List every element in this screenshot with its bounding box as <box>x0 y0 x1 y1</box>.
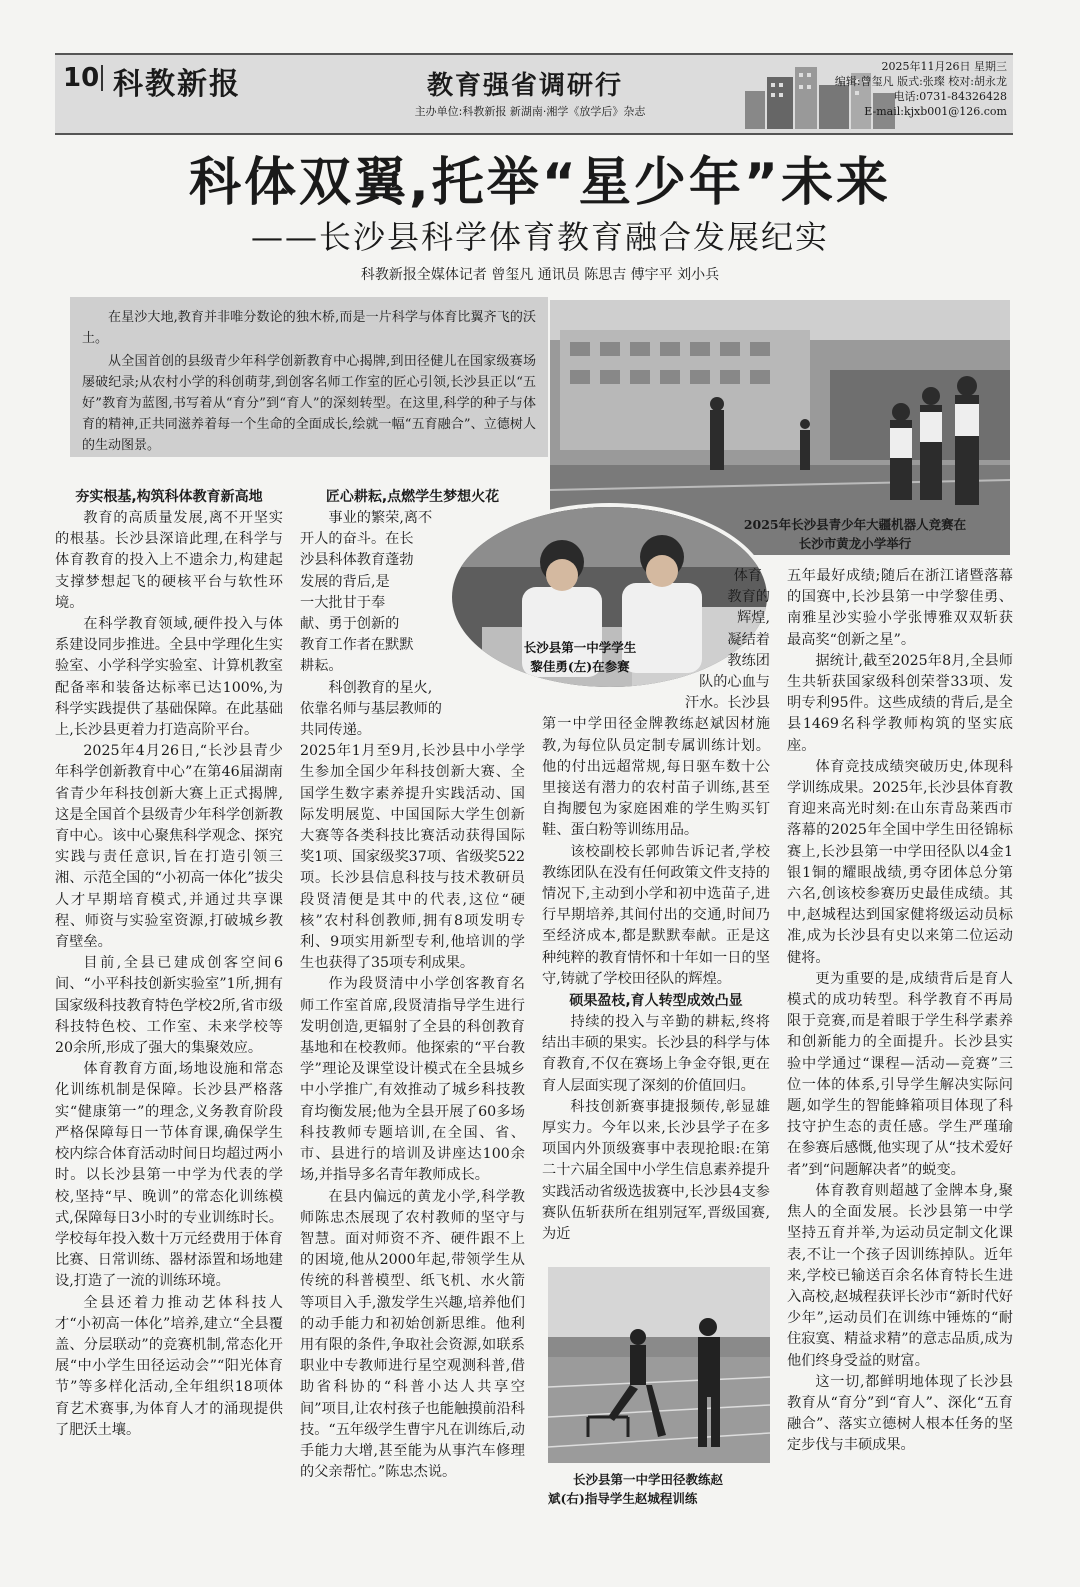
section-heading: 匠心耕耘,点燃学生梦想火花 <box>325 489 500 505</box>
column-1 <box>55 486 283 1441</box>
wrap-line: 发展的背后,是 <box>300 573 390 590</box>
wrap-line: 凝结着 <box>727 631 770 648</box>
paragraph: 体育竞技成绩突破历史,体现科学训练成果。2025年,长沙县体育教育迎来高光时刻:在山东青岛莱西市落幕的2025年全国中学生田径锦标赛上,长沙县第一中学田径队以4金1银1铜的耀眼战绩,勇夺团体总分第六名,创该校参赛历史最佳成绩。其中,赵城程达到国家健将级运动员标准,成为长沙县有史以来第二位运动健将。 <box>787 758 1013 966</box>
paragraph: 2025年1月至9月,长沙县中小学学生参加全国少年科技创新大赛、全国学生数字素养提升实践活动、国际发明展览、中国国际大学生创新大赛等各类科技比赛活动获得国际奖1项、国家级奖37项、省级奖522项。长沙县信息科技与技术教研员段贤清便是其中的代表,这位“硬核”农村科创教师,拥有8项发明专利、9项实用新型专利,他培训的学生也获得了35项专利成果。 <box>300 743 525 972</box>
column-4 <box>787 566 1013 1457</box>
wrap-line: 共同传递。 <box>300 722 371 739</box>
paragraph: 第一中学田径金牌教练赵斌因材施教,为每位队员定制专属训练计划。他的付出远超常规,每日驱车数十公里接送有潜力的农村苗子训练,甚至自掏腰包为家庭困难的学生购买钉鞋、蛋白粉等训练用品。 <box>542 716 770 839</box>
caption-line: 长沙县第一中学田径教练赵 <box>573 1472 724 1487</box>
paragraph: 全县还着力推动艺体科技人才“小初高一体化”培养,建立“全县覆盖、分层联动”的竞赛机制,常态化开展“中小学生田径运动会”“阳光体育节”等多样化活动,全年组织18项体育艺术赛事,为体育人才的涌现提供了肥沃土壤。 <box>55 1294 283 1438</box>
wrap-line: 教练团 <box>727 652 770 669</box>
masthead <box>55 53 1013 135</box>
wrap-line: 耕耘。 <box>300 658 343 675</box>
paragraph: 2025年4月26日,“长沙县青少年科学创新教育中心”在第46届湖南省青少年科技创新大赛上正式揭牌,这是全国首个县级青少年科学创新教育中心。该中心聚焦科学观念、探究实践与责任意识,旨在打造引领三湘、示范全国的“小初高一体化”拔尖人才早期培育模式,并通过共享课程、师资与实验室资源,打破城乡教育壁垒。 <box>55 743 283 951</box>
caption-line: 长沙市黄龙小学举行 <box>798 536 912 551</box>
paragraph: 这一切,都鲜明地体现了长沙县教育从“育分”到“育人”、深化“五育融合”、落实立德树人根本任务的坚定步伐与丰硕成果。 <box>787 1373 1013 1454</box>
caption-line: 2025年长沙县青少年大疆机器人竞赛在 <box>743 517 967 532</box>
wrap-line: 事业的繁荣,离不 <box>328 510 433 526</box>
paragraph: 体育教育则超越了金牌本身,聚焦人的全面发展。长沙县第一中学坚持五育并举,为运动员定制文化课表,不让一个孩子因训练掉队。近年来,学校已输送百余名体育特长生进入高校,赵城程获评长沙市“新时代好少年”,运动员们在训练中锤炼的“耐住寂寞、精益求精”的意志品质,成为他们终身受益的财富。 <box>787 1182 1013 1369</box>
paragraph: 教育的高质量发展,离不开坚实的根基。长沙县深谙此理,在科学与体育教育的投入上不遗余力,构建起支撑梦想起飞的硬核平台与软性环境。 <box>55 510 283 611</box>
wrap-line: 献、勇于创新的 <box>300 616 400 633</box>
paragraph: 作为段贤清中小学创客教育名师工作室首席,段贤清指导学生进行发明创造,更辐射了全县的科创教育基地和在校教师。他探索的“平台教学”理论及课堂设计模式在全县城乡中小学推广,有效推动了城乡科技教育均衡发展;他为全县开展了60多场科技教师专题培训,在全国、省、市、县进行的培训及讲座达100余场,并指导多名青年教师成长。 <box>300 976 525 1184</box>
paragraph: 在县内偏远的黄龙小学,科学教师陈忠杰展现了农村教师的坚守与智慧。面对师资不齐、硬件跟不上的困境,他从2000年起,带领学生从传统的科普模型、纸飞机、水火箭等项目入手,激发学生兴趣,培养他们的动手能力和初始创新思维。他利用有限的条件,争取社会资源,如联系职业中专教师进行星空观测科普,借助省科协的“科普小达人共享空间”项目,让农村孩子也能触摸前沿科技。“五年级学生曹宇凡在训练后,动手能力大增,甚至能为从事汽车修理的父亲帮忙。”陈忠杰说。 <box>300 1188 525 1481</box>
wrap-line: 汗水。长沙县 <box>684 695 770 712</box>
header-divider <box>101 65 103 91</box>
phone: 电话:0731-84326428 <box>893 90 1007 103</box>
paragraph: 更为重要的是,成绩背后是育人模式的成功转型。科学教育不再局限于竞赛,而是着眼于学生科学素养和创新能力的全面提升。长沙县实验中学通过“课程—活动—竞赛”三位一体的体系,引导学生解决实际问题,如学生的智能蜂箱项目体现了科技守护生态的责任感。学生严瑾瑜在参赛后感慨,他实现了从“技术爱好者”到“问题解决者”的蜕变。 <box>787 970 1013 1178</box>
wrap-line: 教育工作者在默默 <box>300 637 414 654</box>
section-heading: 硕果盈枝,育人转型成效凸显 <box>569 993 743 1010</box>
page-number: 10 <box>63 63 100 93</box>
wrap-line: 开人的奋斗。在长 <box>300 531 414 548</box>
wrap-line: 科创教育的星火, <box>328 679 433 696</box>
caption-line: 长沙县第一中学学生 <box>523 640 637 655</box>
section-heading: 夯实根基,构筑科体教育新高地 <box>75 489 263 505</box>
lead-box <box>70 297 548 457</box>
paragraph: 在科学教育领域,硬件投入与体系建设同步推进。全县中学理化生实验室、小学科学实验室、计算机教室配备率和装备达标率已达100%,为科学实践提供了基础保障。在此基础上,长沙县更着力打造高阶平台。 <box>55 616 283 739</box>
paragraph: 五年最好成绩;随后在浙江诸暨落幕的国赛中,长沙县第一中学黎佳勇、南雅星沙实验小学张博雅双双斩获最高奖“创新之星”。 <box>787 568 1013 648</box>
caption-line: 黎佳勇(左)在参赛 <box>530 659 630 674</box>
photo-track-training <box>548 1267 770 1463</box>
issue-date: 2025年11月26日 星期三 <box>881 60 1007 73</box>
caption-line: 斌(右)指导学生赵城程训练 <box>548 1491 698 1506</box>
wrap-line: 一大批甘于奉 <box>300 594 386 611</box>
wrap-line: 沙县科体教育蓬勃 <box>300 552 414 569</box>
photo-track-scene <box>548 1267 770 1463</box>
paragraph: 该校副校长郭帅告诉记者,学校教练团队在没有任何政策文件支持的情况下,主动到小学和初中选苗子,进行早期培养,其间付出的交通,时间乃至经济成本,都是默默奉献。正是这种纯粹的教育情怀和十年如一日的坚守,铸就了学校田径队的辉煌。 <box>542 843 770 987</box>
column-3 <box>542 566 770 1245</box>
paragraph: 据统计,截至2025年8月,全县师生共斩获国家级科创荣誉33项、发明专利95件。这些成绩的背后,是全县1469名科学教师构筑的坚实底座。 <box>787 652 1013 754</box>
caption-track-training <box>548 1470 770 1508</box>
wrap-line: 教育的 <box>727 589 770 606</box>
wrap-line: 队的心血与 <box>699 674 770 691</box>
email: E-mail:kjxb001@126.com <box>864 105 1007 118</box>
sponsor-line: 主办单位:科教新报 新湖南·湘学《放学后》杂志 <box>414 105 646 118</box>
column-title: 教育强省调研行 <box>426 71 623 101</box>
wrap-line: 依靠名师与基层教师的 <box>300 700 442 717</box>
paragraph: 体育教育方面,场地设施和常态化训练机制是保障。长沙县严格落实“健康第一”的理念,义务教育阶段严格保障每日一节体育课,确保学生校内综合体育活动时间日均超过两小时。以长沙县第一中学为代表的学校,坚持“早、晚训”的常态化训练模式,保障每日3小时的专业训练时长。学校每年投入数十万元经费用于体育比赛、日常训练、器材添置和场地建设,打造了一流的训练环境。 <box>55 1061 283 1290</box>
lead-paragraph: 从全国首创的县级青少年科学创新教育中心揭牌,到田径健儿在国家级赛场屡破纪录;从农村小学的科创萌芽,到创客名师工作室的匠心引领,长沙县正以“五好”教育为蓝图,书写着从“育分”到“育人”的深刻转型。在这里,科学的种子与体育的精神,正共同滋养着每一个生命的全面成长,绘就一幅“五育融合”、立德树人的生动图景。 <box>82 354 536 453</box>
wrap-line: 体育 <box>733 568 762 584</box>
paragraph: 科技创新赛事捷报频传,彰显雄厚实力。今年以来,长沙县学子在多项国内外顶级赛事中表现抢眼:在第二十六届全国中小学生信息素养提升实践活动省级选拔赛中,长沙县4支参赛队伍斩获所在组别冠军,晋级国赛,为近 <box>542 1098 770 1243</box>
editors: 编辑:曾玺凡 版式:张璨 校对:胡永龙 <box>834 75 1007 88</box>
lead-paragraph: 在星沙大地,教育并非唯分数论的独木桥,而是一片科学与体育比翼齐飞的沃土。 <box>82 310 536 346</box>
wrap-line: 辉煌, <box>737 610 770 627</box>
headline: 科体双翼,托举“星少年”未来 <box>188 153 892 213</box>
byline: 科教新报全媒体记者 曾玺凡 通讯员 陈思吉 傅宇平 刘小兵 <box>360 267 720 283</box>
issue-info <box>787 59 1007 119</box>
paragraph: 目前,全县已建成创客空间6间、“小平科技创新实验室”1所,拥有国家级科技教育特色学校2所,省市级科技特色校、工作室、未来学校等20余所,形成了强大的集聚效应。 <box>55 955 283 1057</box>
subheadline: ——长沙县科学体育教育融合发展纪实 <box>250 218 829 256</box>
paragraph: 持续的投入与辛勤的耕耘,终将结出丰硕的果实。长沙县的科学与体育教育,不仅在赛场上争金夺银,更在育人层面实现了深刻的价值回归。 <box>542 1014 770 1094</box>
paper-name: 科教新报 <box>113 67 241 102</box>
